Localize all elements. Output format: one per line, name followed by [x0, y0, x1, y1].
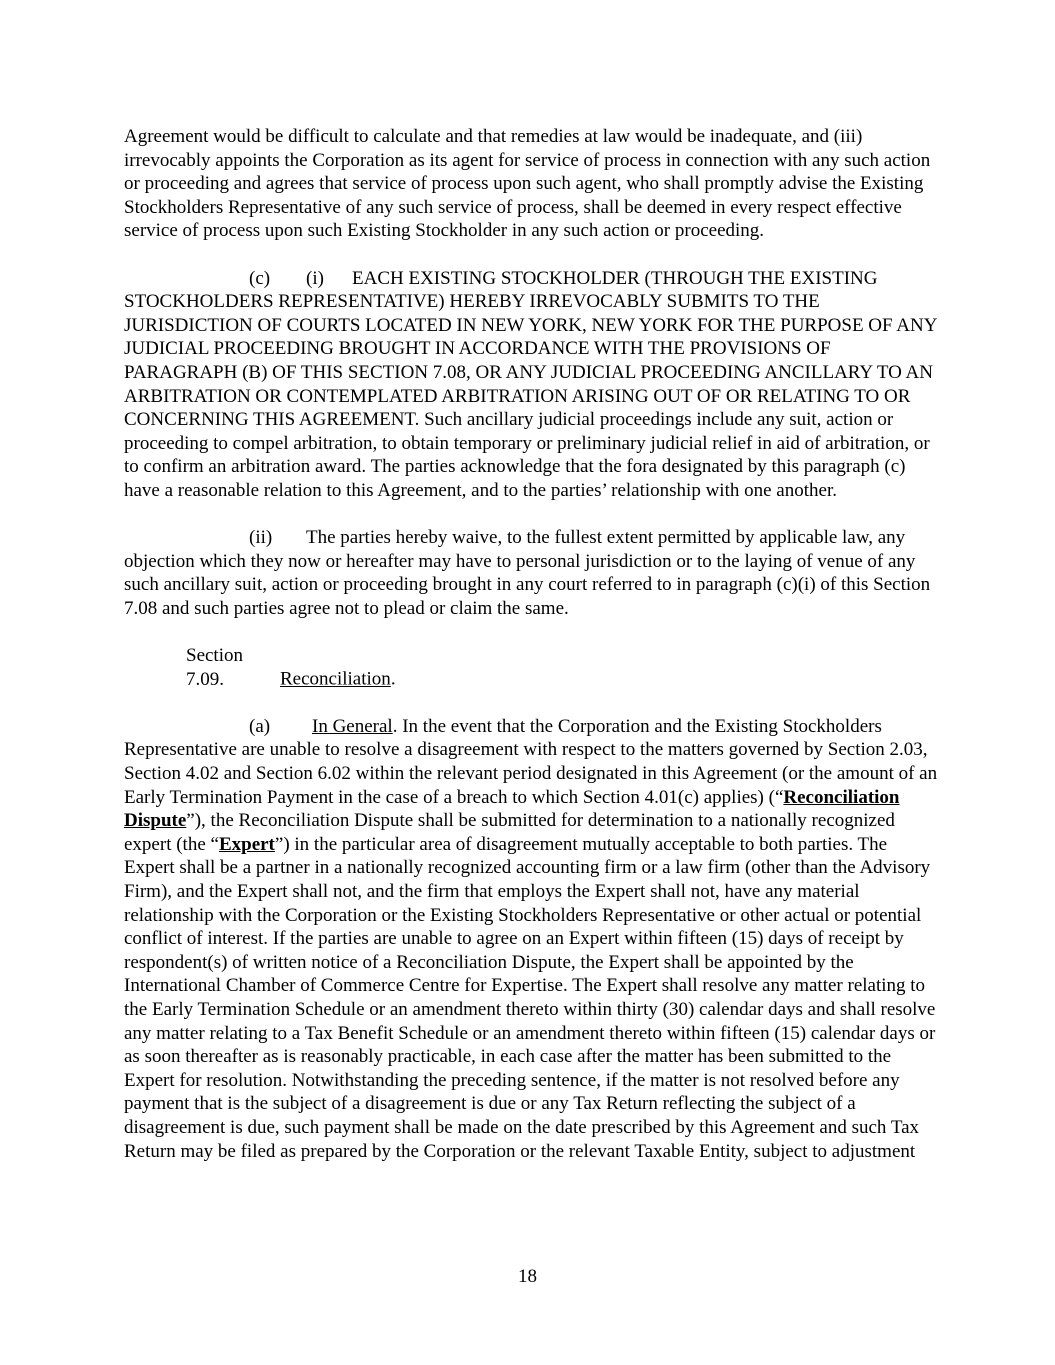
paragraph-a-label: (a) — [249, 715, 271, 737]
paragraph-a-heading: In General — [312, 715, 393, 737]
paragraph-c-i — [124, 267, 939, 503]
document-body — [124, 125, 939, 1163]
section-title: Reconciliation — [280, 668, 391, 690]
paragraph-c-ii-label: (ii) — [249, 527, 273, 549]
section-title-period: . — [390, 668, 396, 690]
section-number: Section 7.09. — [186, 645, 243, 690]
paragraph-a-text-1: . In the event that the Corporation and the Existing Stockholders Representative are unable to resolve a disagreement with respect to the matters governed by Section 2.03, Section 4.02 and Section 6.02 within the relevant period designated in this Agreement (or the amount of an Early Termination Payment in the case of a breach to which Section 4.01(c) applies) (“ — [124, 715, 938, 808]
defined-term-reconciliation-dispute: Reconciliation Dispute — [124, 786, 900, 832]
paragraph-c-label: (c) — [249, 267, 271, 289]
paragraph-c-ii — [124, 526, 939, 620]
page-number: 18 — [518, 1266, 537, 1287]
paragraph-a — [124, 715, 939, 1163]
paragraph-c-i-label: (i) — [306, 267, 324, 289]
defined-term-expert: Expert — [218, 833, 275, 855]
paragraph-a-text-2: ”), the Reconciliation Dispute shall be submitted for determination to a nationally recognized expert (the “ — [124, 810, 895, 855]
section-heading — [124, 644, 939, 691]
paragraph-c-i-text: EACH EXISTING STOCKHOLDER (THROUGH THE EXISTING STOCKHOLDERS REPRESENTATIVE) HEREBY IRREVOCABLY SUBMITS TO THE JURISDICTION OF COURTS LOCATED IN NEW YORK, NEW YORK FOR THE PURPOSE OF ANY JUDICIAL PROCEEDING BROUGHT IN ACCORDANCE WITH THE PROVISIONS OF PARAGRAPH (B) OF THIS SECTION 7.08, OR ANY JUDICIAL PROCEEDING ANCILLARY TO AN ARBITRATION OR CONTEMPLATED ARBITRATION ARISING OUT OF OR RELATING TO OR CONCERNING THIS AGREEMENT. Such ancillary judicial proceedings include any suit, action or proceeding to compel arbitration, to obtain temporary or preliminary judicial relief in aid of arbitration, or to confirm an arbitration award. The parties acknowledge that the fora designated by this paragraph (c) have a reasonable relation to this Agreement, and to the parties’ relationship with one another. — [124, 267, 937, 501]
paragraph-a-text-3: ”) in the particular area of disagreement mutually acceptable to both parties. The Expert shall be a partner in a nationally recognized accounting firm or a law firm (other than the Advisory Firm), and the Expert shall not, and the firm that employs the Expert shall not, have any material relationship with the Corporation or the Existing Stockholders Representative or other actual or potential conflict of interest. If the parties are unable to agree on an Expert within fifteen (15) days of receipt by respondent(s) of written notice of a Reconciliation Dispute, the Expert shall be appointed by the International Chamber of Commerce Centre for Expertise. The Expert shall resolve any matter relating to the Early Termination Schedule or an amendment thereto within thirty (30) calendar days and shall resolve any matter relating to a Tax Benefit Schedule or an amendment thereto within fifteen (15) calendar days or as soon thereafter as is reasonably practicable, in each case after the matter has been submitted to the Expert for resolution. Notwithstanding the preceding sentence, if the matter is not resolved before any payment that is the subject of a disagreement is due or any Tax Return reflecting the subject of a disagreement is due, such payment shall be made on the date prescribed by this Agreement and such Tax Return may be filed as prepared by the Corporation or the relevant Taxable Entity, subject to adjustment — [124, 833, 936, 1162]
paragraph-c-ii-text: The parties hereby waive, to the fullest extent permitted by applicable law, any objection which they now or hereafter may have to personal jurisdiction or to the laying of venue of any such ancillary suit, action or proceeding brought in any court referred to in paragraph (c)(i) of this Section 7.08 and such parties agree not to plead or claim the same. — [124, 527, 931, 619]
continuation-paragraph: Agreement would be difficult to calculate and that remedies at law would be inadequate, and (iii) irrevocably appoints the Corporation as its agent for service of process in connection with any such action or proceeding and agrees that service of process upon such agent, who shall promptly advise the Existing Stockholders Representative of any such service of process, shall be deemed in every respect effective service of process upon such Existing Stockholder in any such action or proceeding. — [124, 126, 931, 242]
